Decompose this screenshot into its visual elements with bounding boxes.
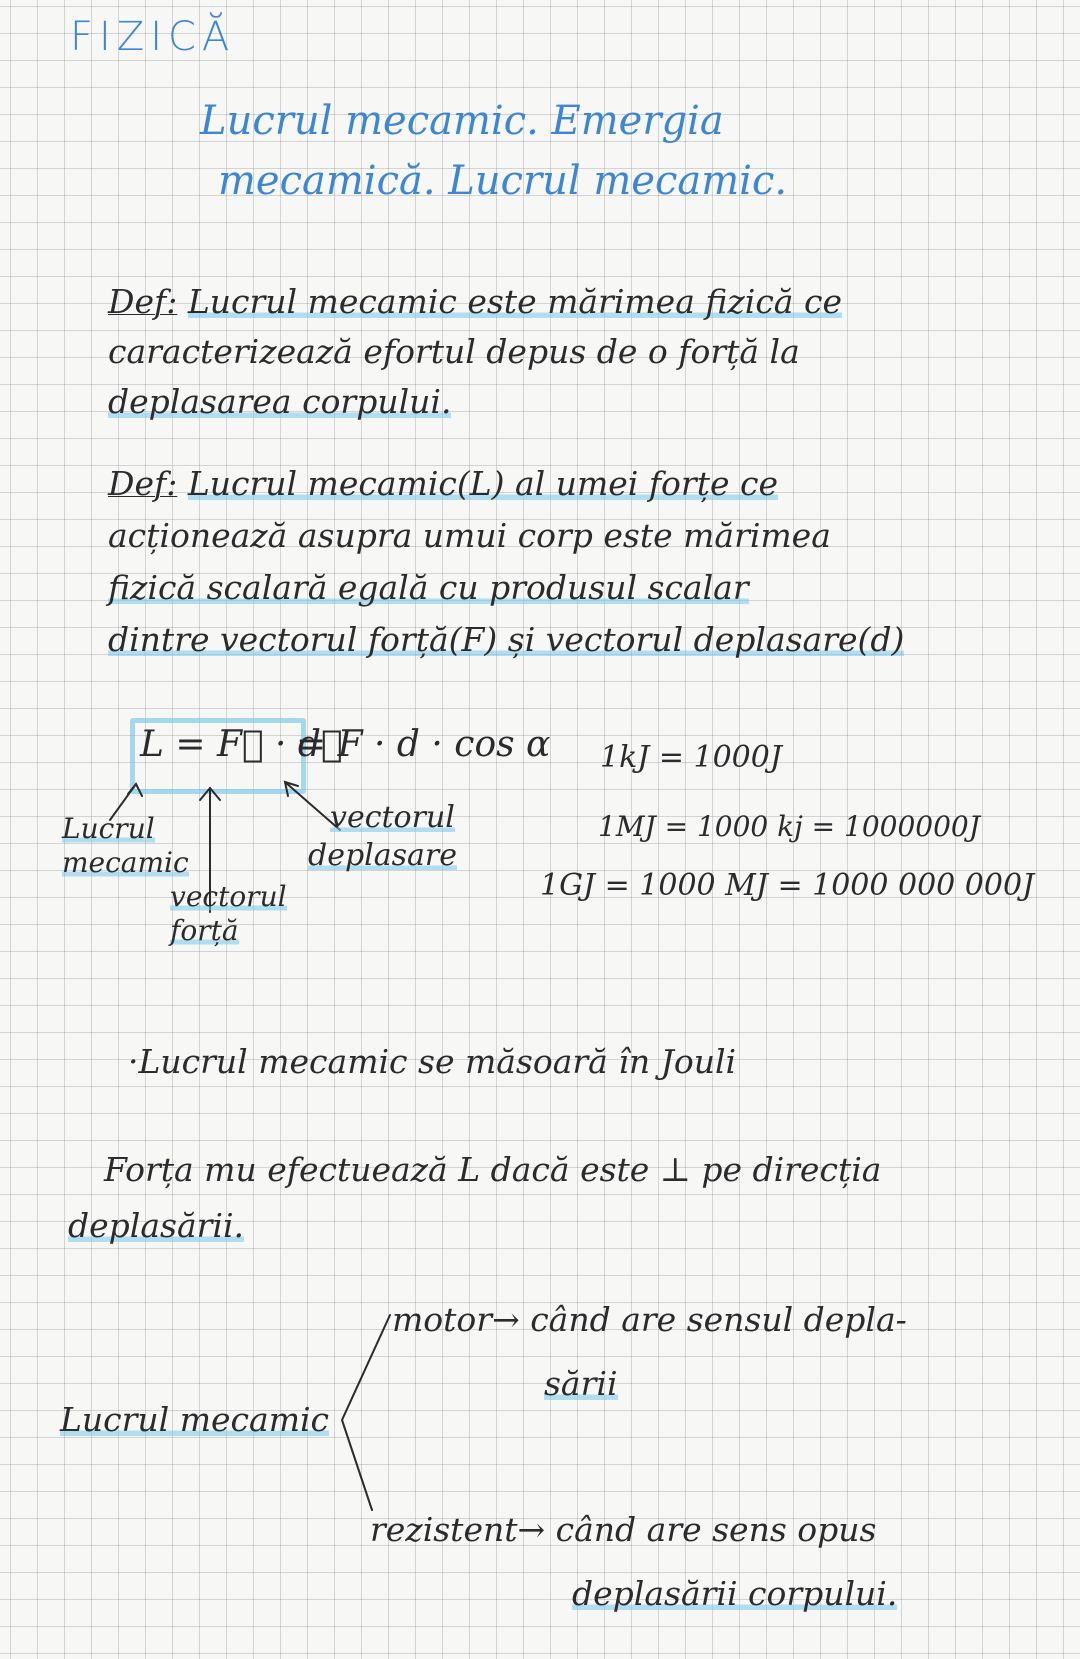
label-force-line-2: forță: [170, 914, 239, 947]
def-prefix: Def:: [108, 464, 178, 503]
lesson-title-line-1: Lucrul mecamic. Emergia: [200, 98, 724, 144]
perpendicular-note-line-1: Forța mu efectuează L dacă este ⊥ pe direcția: [104, 1150, 882, 1189]
formula-boxed: L = F⃗ · d⃗: [140, 724, 343, 765]
definition-1-line-3: deplasarea corpului.: [108, 382, 452, 421]
classification-rezistent-line-2: deplasării corpului.: [572, 1574, 898, 1613]
label-displacement-line-2: deplasare: [308, 838, 458, 873]
unit-gj: 1GJ = 1000 MJ = 1000 000 000J: [540, 868, 1035, 903]
definition-2-line-2: acționează asupra umui corp este mărimea: [108, 516, 831, 555]
definition-2-text: Lucrul mecamic(L) al umei forțe ce: [187, 464, 778, 503]
unit-kj: 1kJ = 1000J: [600, 740, 782, 775]
definition-2-line-4: dintre vectorul forță(F) și vectorul deplasare(d): [108, 620, 905, 659]
unit-mj: 1MJ = 1000 kj = 1000000J: [598, 810, 980, 843]
definition-1-text: Lucrul mecamic este mărimea fizică ce: [187, 282, 842, 321]
label-force-line-1: vectorul: [170, 880, 287, 913]
definition-2-line-3: fizică scalară egală cu produsul scalar: [108, 568, 749, 607]
label-work-line-2: mecamic: [62, 846, 189, 879]
classification-motor-line-1: motor→ când are sensul depla-: [392, 1300, 907, 1339]
classification-motor-line-2: sării: [544, 1364, 618, 1403]
perpendicular-note-line-2: deplasării.: [68, 1206, 244, 1245]
definition-1-line-2: caracterizează efortul depus de o forță la: [108, 332, 800, 371]
label-displacement-line-1: vectorul: [330, 800, 455, 835]
lesson-title-line-2: mecamică. Lucrul mecamic.: [218, 158, 788, 204]
subject-heading: FIZICĂ: [70, 14, 236, 60]
classification-rezistent-line-1: rezistent→ când are sens opus: [370, 1510, 877, 1549]
unit-note: ·Lucrul mecamic se măsoară în Jouli: [128, 1042, 737, 1081]
label-work-line-1: Lucrul: [62, 812, 155, 845]
formula-expanded: = F · d · cos α: [296, 724, 551, 765]
classification-root: Lucrul mecamic: [60, 1400, 330, 1439]
def-prefix: Def:: [108, 282, 178, 321]
